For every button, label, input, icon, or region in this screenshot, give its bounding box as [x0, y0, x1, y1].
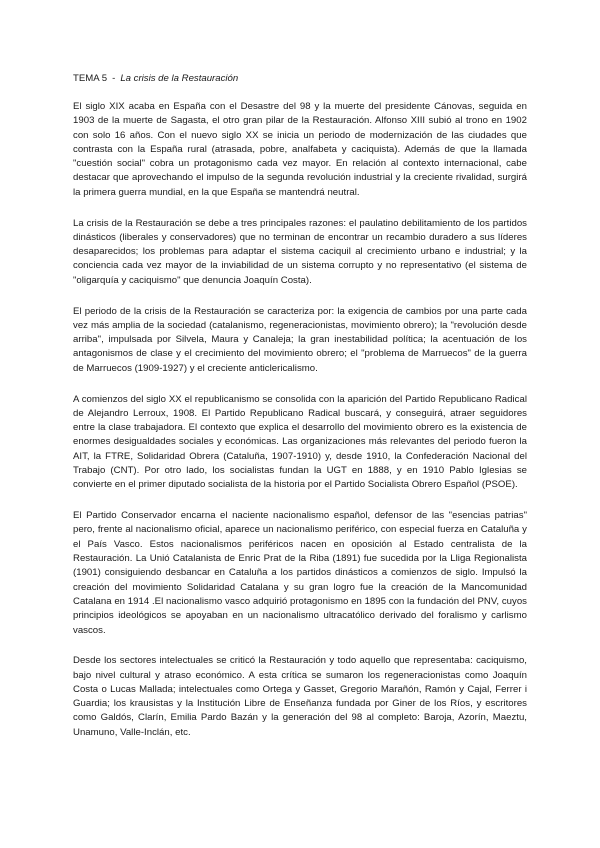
document-body	[73, 100, 527, 757]
paragraph-causes: La crisis de la Restauración se debe a tres principales razones: el paulatino debilitamiento de los partidos dinásticos (liberales y conservadores) que no terminan de encontrar un recambio duradero a sus líderes desaparecidos; los problemas para adaptar el sistema caciquil al crecimiento urbano e industrial; y la conciencia cada vez mayor de la inviabilidad de un sistema corrupto y no representativo (el sistema de "oligarquía y caciquismo" que denuncia Joaquín Costa).	[73, 217, 527, 286]
paragraph-republicanism: A comienzos del siglo XX el republicanismo se consolida con la aparición del Partido Republicano Radical de Alejandro Lerroux, 1908. El Partido Republicano Radical buscará, y conseguirá, atraer seguidores entre la clase trabajadora. El contexto que explica el desarrollo del movimiento obrero es la existencia de enormes desigualdades sociales y económicas. Las organizaciones más relevantes del periodo fueron la AIT, la FTRE, Solidaridad Obrera (Cataluña, 1907-1910) y, desde 1910, la Confederación Nacional del Trabajo (CNT). Por otro lado, los socialistas fundan la UGT en 1888, y en 1910 Pablo Iglesias se convierte en el primer diputado socialista de la historia por el Partido Socialista Obrero Español (PSOE).	[73, 393, 527, 491]
document-title	[73, 73, 238, 85]
title-separator: -	[112, 73, 116, 84]
paragraph-characteristics: El periodo de la crisis de la Restauración se caracteriza por: la exigencia de cambios por una parte cada vez más amplia de la sociedad (catalanismo, regeneracionistas, movimiento obrero); la "revolución desde arriba", impulsada por Silvela, Maura y Canaleja; la gran inestabilidad política; la acentuación de los antagonismos de clase y el crecimiento del movimiento obrero; el "problema de Marruecos" de la guerra de Marruecos (1909-1927) y el creciente anticlericalismo.	[73, 305, 527, 374]
title-label: TEMA 5	[73, 73, 108, 84]
paragraph-nationalism: El Partido Conservador encarna el naciente nacionalismo español, defensor de las "esencias patrias" pero, frente al nacionalismo oficial, aparece un nacionalismo periférico, con especial fuerza en Cataluña y el País Vasco. Estos nacionalismos periféricos nacen en oposición al Estado centralista de la Restauración. La Unió Catalanista de Enric Prat de la Riba (1891) fue sucedida por la Lliga Regionalista (1901) consiguiendo desbancar en Cataluña a los partidos dinásticos a comienzos de siglo. Impulsó la creación del movimiento Solidaridad Catalana y su gran logro fue la creación de la Mancomunidad Catalana en 1914 .El nacionalismo vasco adquirió protagonismo en 1895 con la fundación del PNV, cuyos principios ideológicos se apoyaban en un nacionalismo ultracatólico derivado del foralismo y carlismo vascos.	[73, 510, 527, 636]
title-subtitle: La crisis de la Restauración	[120, 73, 239, 84]
paragraph-intro: El siglo XIX acaba en España con el Desastre del 98 y la muerte del presidente Cánovas, seguida en 1903 de la muerte de Sagasta, el otro gran pilar de la Restauración. Alfonso XIII subió al trono en 1902 con solo 16 años. Con el nuevo siglo XX se inicia un periodo de modernización de las ciudades que contrasta con la España rural (atrasada, pobre, analfabeta y caciquista). Además de que la llamada "cuestión social" cobra un protagonismo cada vez mayor. En relación al contexto internacional, cabe destacar que aprovechando el impulso de la segunda revolución industrial y la creciente rivalidad, surgirá la primera guerra mundial, en la que España se mantendrá neutral.	[73, 101, 527, 198]
paragraph-intellectuals: Desde los sectores intelectuales se criticó la Restauración y todo aquello que representaba: caciquismo, bajo nivel cultural y atraso económico. A esta crítica se sumaron los regeneracionistas como Joaquín Costa o Lucas Mallada; intelectuales como Ortega y Gasset, Gregorio Marañón, Ramón y Cajal, Ferrer i Guardia; los krausistas y la Institución Libre de Enseñanza fundada por Giner de los Ríos, y escritores como Galdós, Clarín, Emilia Pardo Bazán y la generación del 98 al completo: Baroja, Azorín, Maeztu, Unamuno, Valle-Inclán, etc.	[73, 655, 527, 738]
